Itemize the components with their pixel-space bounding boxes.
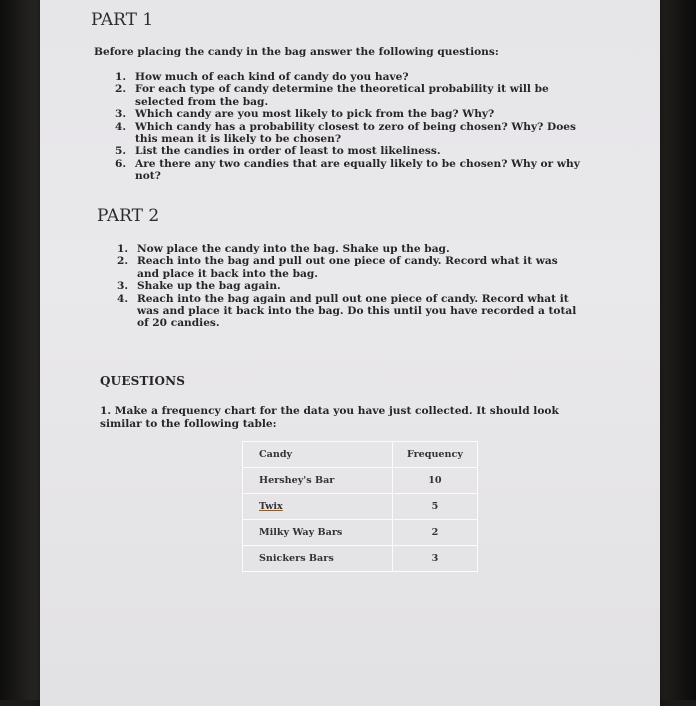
list-item: 3. Which candy are you most likely to pick from the bag? Why? bbox=[115, 108, 495, 121]
table-header-row bbox=[243, 442, 478, 468]
table-row bbox=[243, 520, 478, 546]
header-candy: Candy bbox=[243, 442, 393, 468]
question-1: 1. Make a frequency chart for the data you have just collected. It should look similar to the following table: bbox=[100, 405, 559, 430]
table-row bbox=[243, 546, 478, 572]
questions-title: QUESTIONS bbox=[100, 374, 186, 388]
cell-candy: Hershey's Bar bbox=[243, 468, 393, 494]
cell-candy: Milky Way Bars bbox=[243, 520, 393, 546]
table-row bbox=[243, 494, 478, 520]
list-item: 4. Which candy has a probability closest to zero of being chosen? Why? Does this mean it is likely to be chosen? bbox=[115, 120, 576, 146]
list-item: 6. Are there any two candies that are equally likely to be chosen? Why or why not? bbox=[115, 157, 580, 183]
document-page bbox=[40, 0, 660, 706]
list-item: 5. List the candies in order of least to most likeliness. bbox=[115, 145, 441, 158]
list-item: 1. How much of each kind of candy do you have? bbox=[115, 71, 409, 83]
cell-frequency: 2 bbox=[392, 520, 477, 546]
table-row bbox=[243, 468, 478, 494]
part1-list bbox=[115, 71, 585, 183]
list-item: 1. Now place the candy into the bag. Shake up the bag. bbox=[117, 243, 450, 255]
cell-frequency: 5 bbox=[392, 494, 477, 520]
header-frequency: Frequency bbox=[392, 442, 477, 468]
part1-title: PART 1 bbox=[91, 10, 154, 30]
background-left bbox=[0, 0, 40, 700]
cell-candy: Snickers Bars bbox=[243, 546, 393, 572]
list-item: 2. Reach into the bag and pull out one piece of candy. Record what it was and place it back into the bag. bbox=[117, 255, 558, 280]
background-right bbox=[656, 0, 696, 700]
cell-frequency: 10 bbox=[392, 468, 477, 494]
cell-frequency: 3 bbox=[392, 546, 477, 572]
frequency-table bbox=[242, 441, 478, 572]
part2-title: PART 2 bbox=[97, 206, 160, 226]
list-item: 4. Reach into the bag again and pull out one piece of candy. Record what it was and place it back into the bag. Do this until you have recorded a total of 20 candies. bbox=[117, 292, 577, 330]
part2-list bbox=[117, 243, 577, 330]
list-item: 3. Shake up the bag again. bbox=[117, 280, 281, 293]
cell-candy: Twix bbox=[243, 494, 393, 520]
list-item: 2. For each type of candy determine the theoretical probability it will be selected from the bag. bbox=[115, 83, 549, 108]
part1-intro: Before placing the candy in the bag answer the following questions: bbox=[94, 46, 499, 58]
